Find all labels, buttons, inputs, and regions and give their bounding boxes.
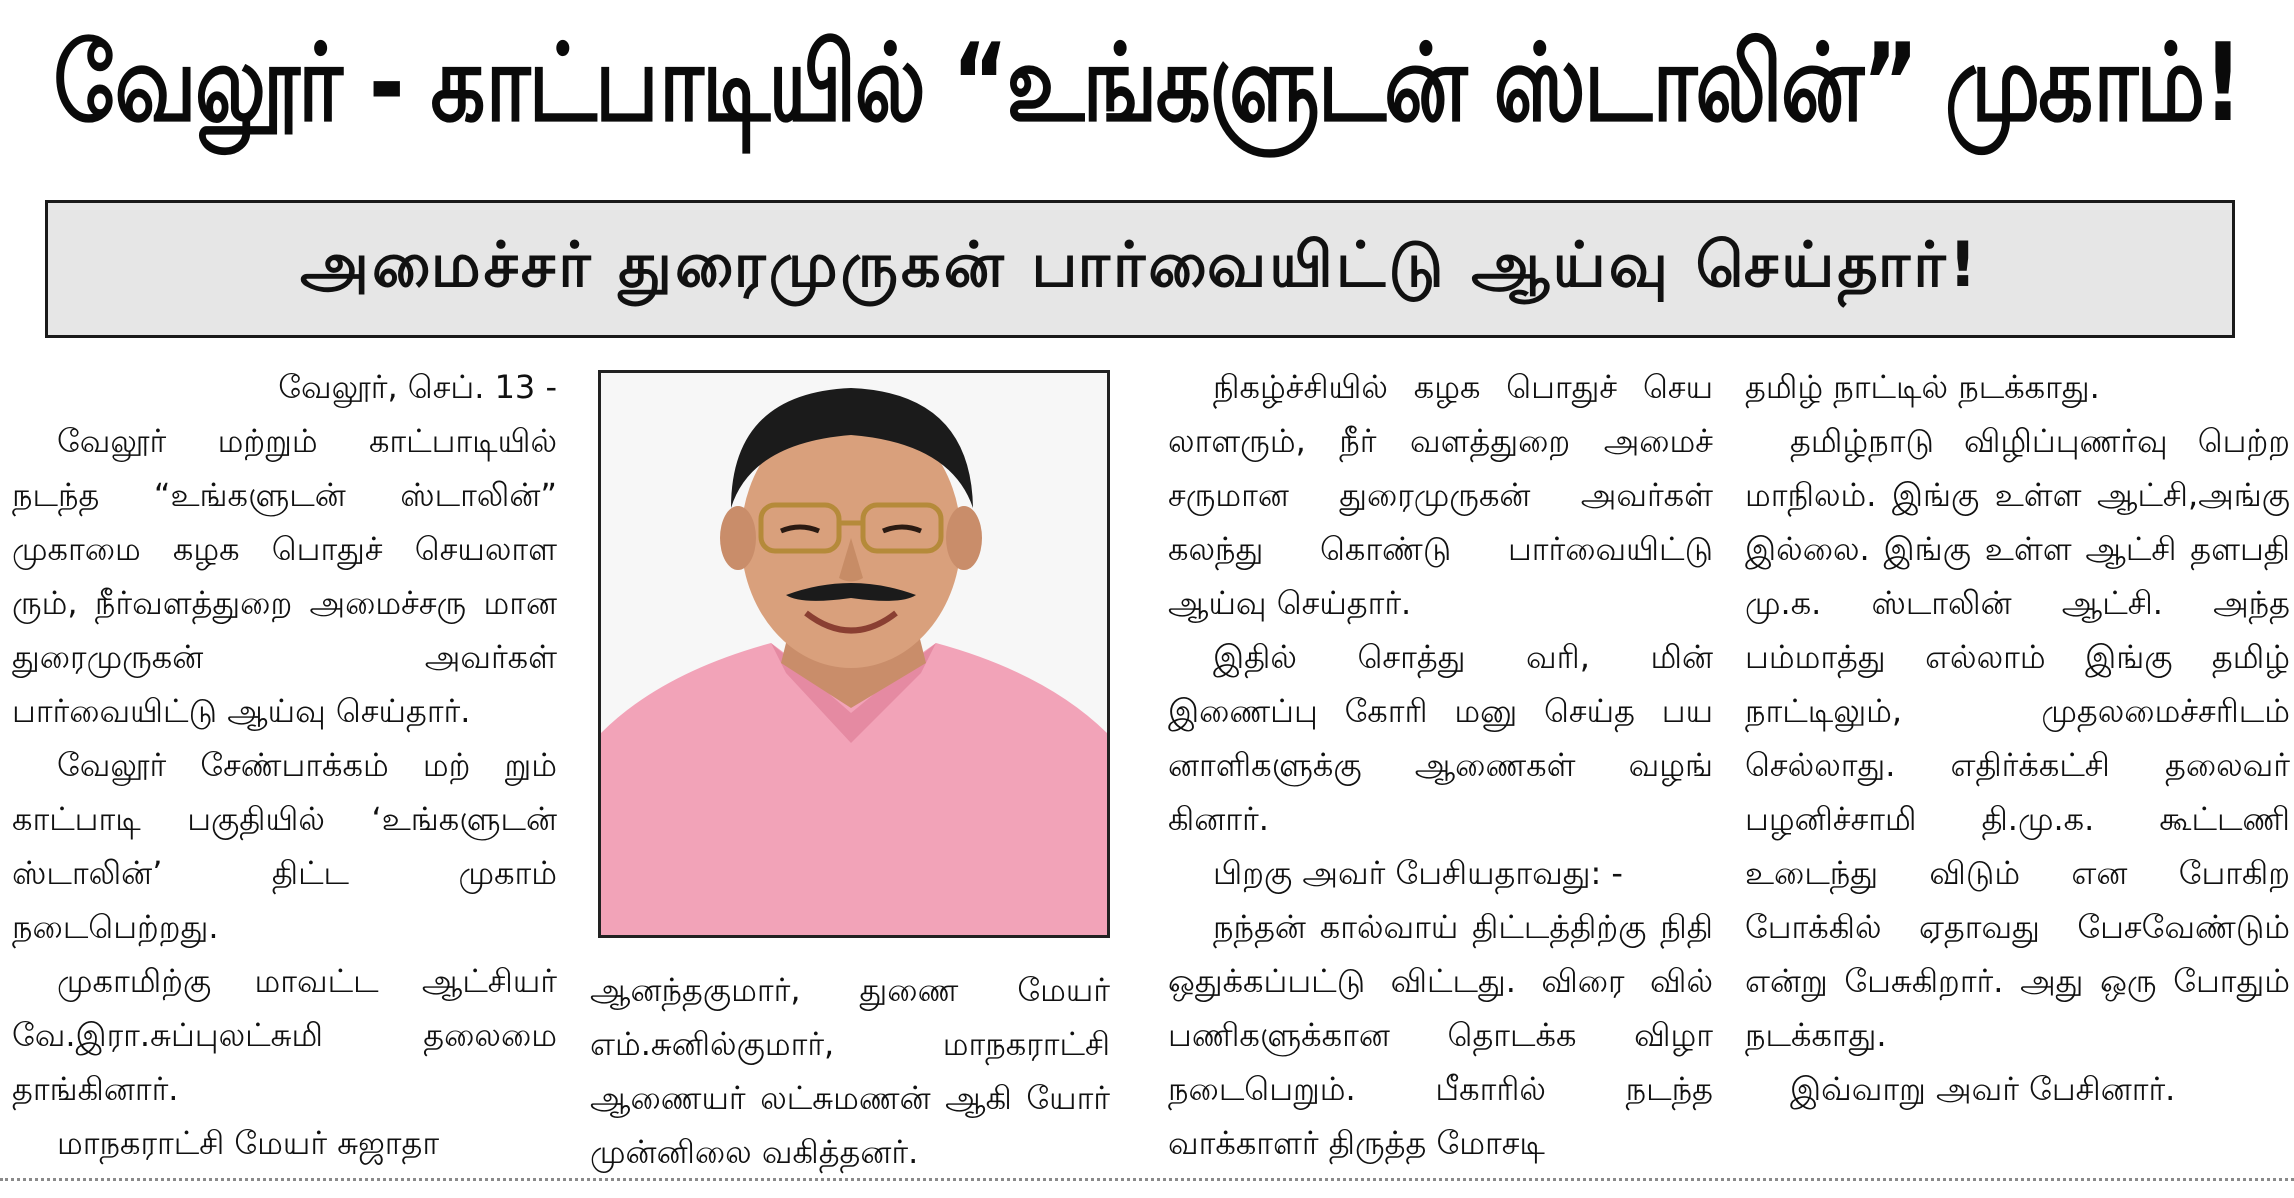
portrait-illustration [601, 373, 1107, 935]
subheadline-box [45, 200, 2235, 338]
paragraph: நந்தன் கால்வாய் திட்டத்திற்கு நிதி ஒதுக்கப்பட்டு விட்டது. விரை வில் பணிகளுக்கான தொடக்க விழா நடைபெறும். பீகாரில் நடந்த வாக்காளர் திருத்த மோசடி [1168, 908, 1713, 1162]
paragraph: தமிழ்நாடு விழிப்புணர்வு பெற்ற மாநிலம். இங்கு உள்ள ஆட்சி,அங்கு இல்லை. இங்கு உள்ள ஆட்சி தளபதி மு.க. ஸ்டாலின் ஆட்சி. அந்த பம்மாத்து எல்லாம் இங்கு தமிழ் நாட்டிலும், முதலமைச்சரிடம் செல்லாது. எதிர்க்கட்சி தலைவர் பழனிச்சாமி தி.மு.க. கூட்டணி உடைந்து விடும் என போகிற போக்கில் ஏதாவது பேசவேண்டும் என்று பேசுகிறார். அது ஒரு போதும் நடக்காது. [1745, 422, 2290, 1054]
article-column-4 [1745, 360, 2290, 1116]
article-column-2 [590, 963, 1110, 1179]
paragraph: முகாமிற்கு மாவட்ட ஆட்சியர் வே.இரா.சுப்புலட்சுமி தலைமை தாங்கினார். [12, 962, 557, 1108]
bottom-divider [0, 1178, 2294, 1181]
paragraph: மாநகராட்சி மேயர் சுஜாதா [57, 1124, 440, 1162]
subheadline: அமைச்சர் துரைமுருகன் பார்வையிட்டு ஆய்வு செய்தார்! [300, 228, 1980, 301]
article-column-1 [12, 360, 557, 1170]
headline: வேலூர் - காட்பாடியில் “உங்களுடன் ஸ்டாலின்” முகாம்! [53, 20, 2241, 146]
paragraph: வேலூர் மற்றும் காட்பாடியில் நடந்த “உங்களுடன் ஸ்டாலின்” முகாமை கழக பொதுச் செயலாள ரும், நீர்வளத்துறை அமைச்சரு மான துரைமுருகன் அவர்கள் பார்வையிட்டு ஆய்வு செய்தார். [12, 422, 557, 730]
paragraph: பிறகு அவர் பேசியதாவது: - [1213, 854, 1623, 892]
paragraph: தமிழ் நாட்டில் நடக்காது. [1745, 368, 2100, 406]
paragraph: வேலூர் சேண்பாக்கம் மற் றும் காட்பாடி பகுதியில் ‘உங்களுடன் ஸ்டாலின்’ திட்ட முகாம் நடைபெற்றது. [12, 746, 557, 946]
paragraph: இதில் சொத்து வரி, மின் இணைப்பு கோரி மனு செய்த பய னாளிகளுக்கு ஆணைகள் வழங் கினார். [1168, 638, 1713, 838]
paragraph: ஆனந்தகுமார், துணை மேயர் எம்.சுனில்குமார், மாநகராட்சி ஆணையர் லட்சுமணன் ஆகி யோர் முன்னிலை வகித்தனர். [590, 971, 1110, 1171]
paragraph: இவ்வாறு அவர் பேசினார். [1790, 1070, 2176, 1108]
dateline: வேலூர், செப். 13 - [278, 368, 557, 406]
paragraph: நிகழ்ச்சியில் கழக பொதுச் செய லாளரும், நீர் வளத்துறை அமைச் சருமான துரைமுருகன் அவர்கள் கலந்து கொண்டு பார்வையிட்டு ஆய்வு செய்தார். [1168, 368, 1713, 622]
portrait-photo [598, 370, 1110, 938]
article-column-3 [1168, 360, 1713, 1170]
